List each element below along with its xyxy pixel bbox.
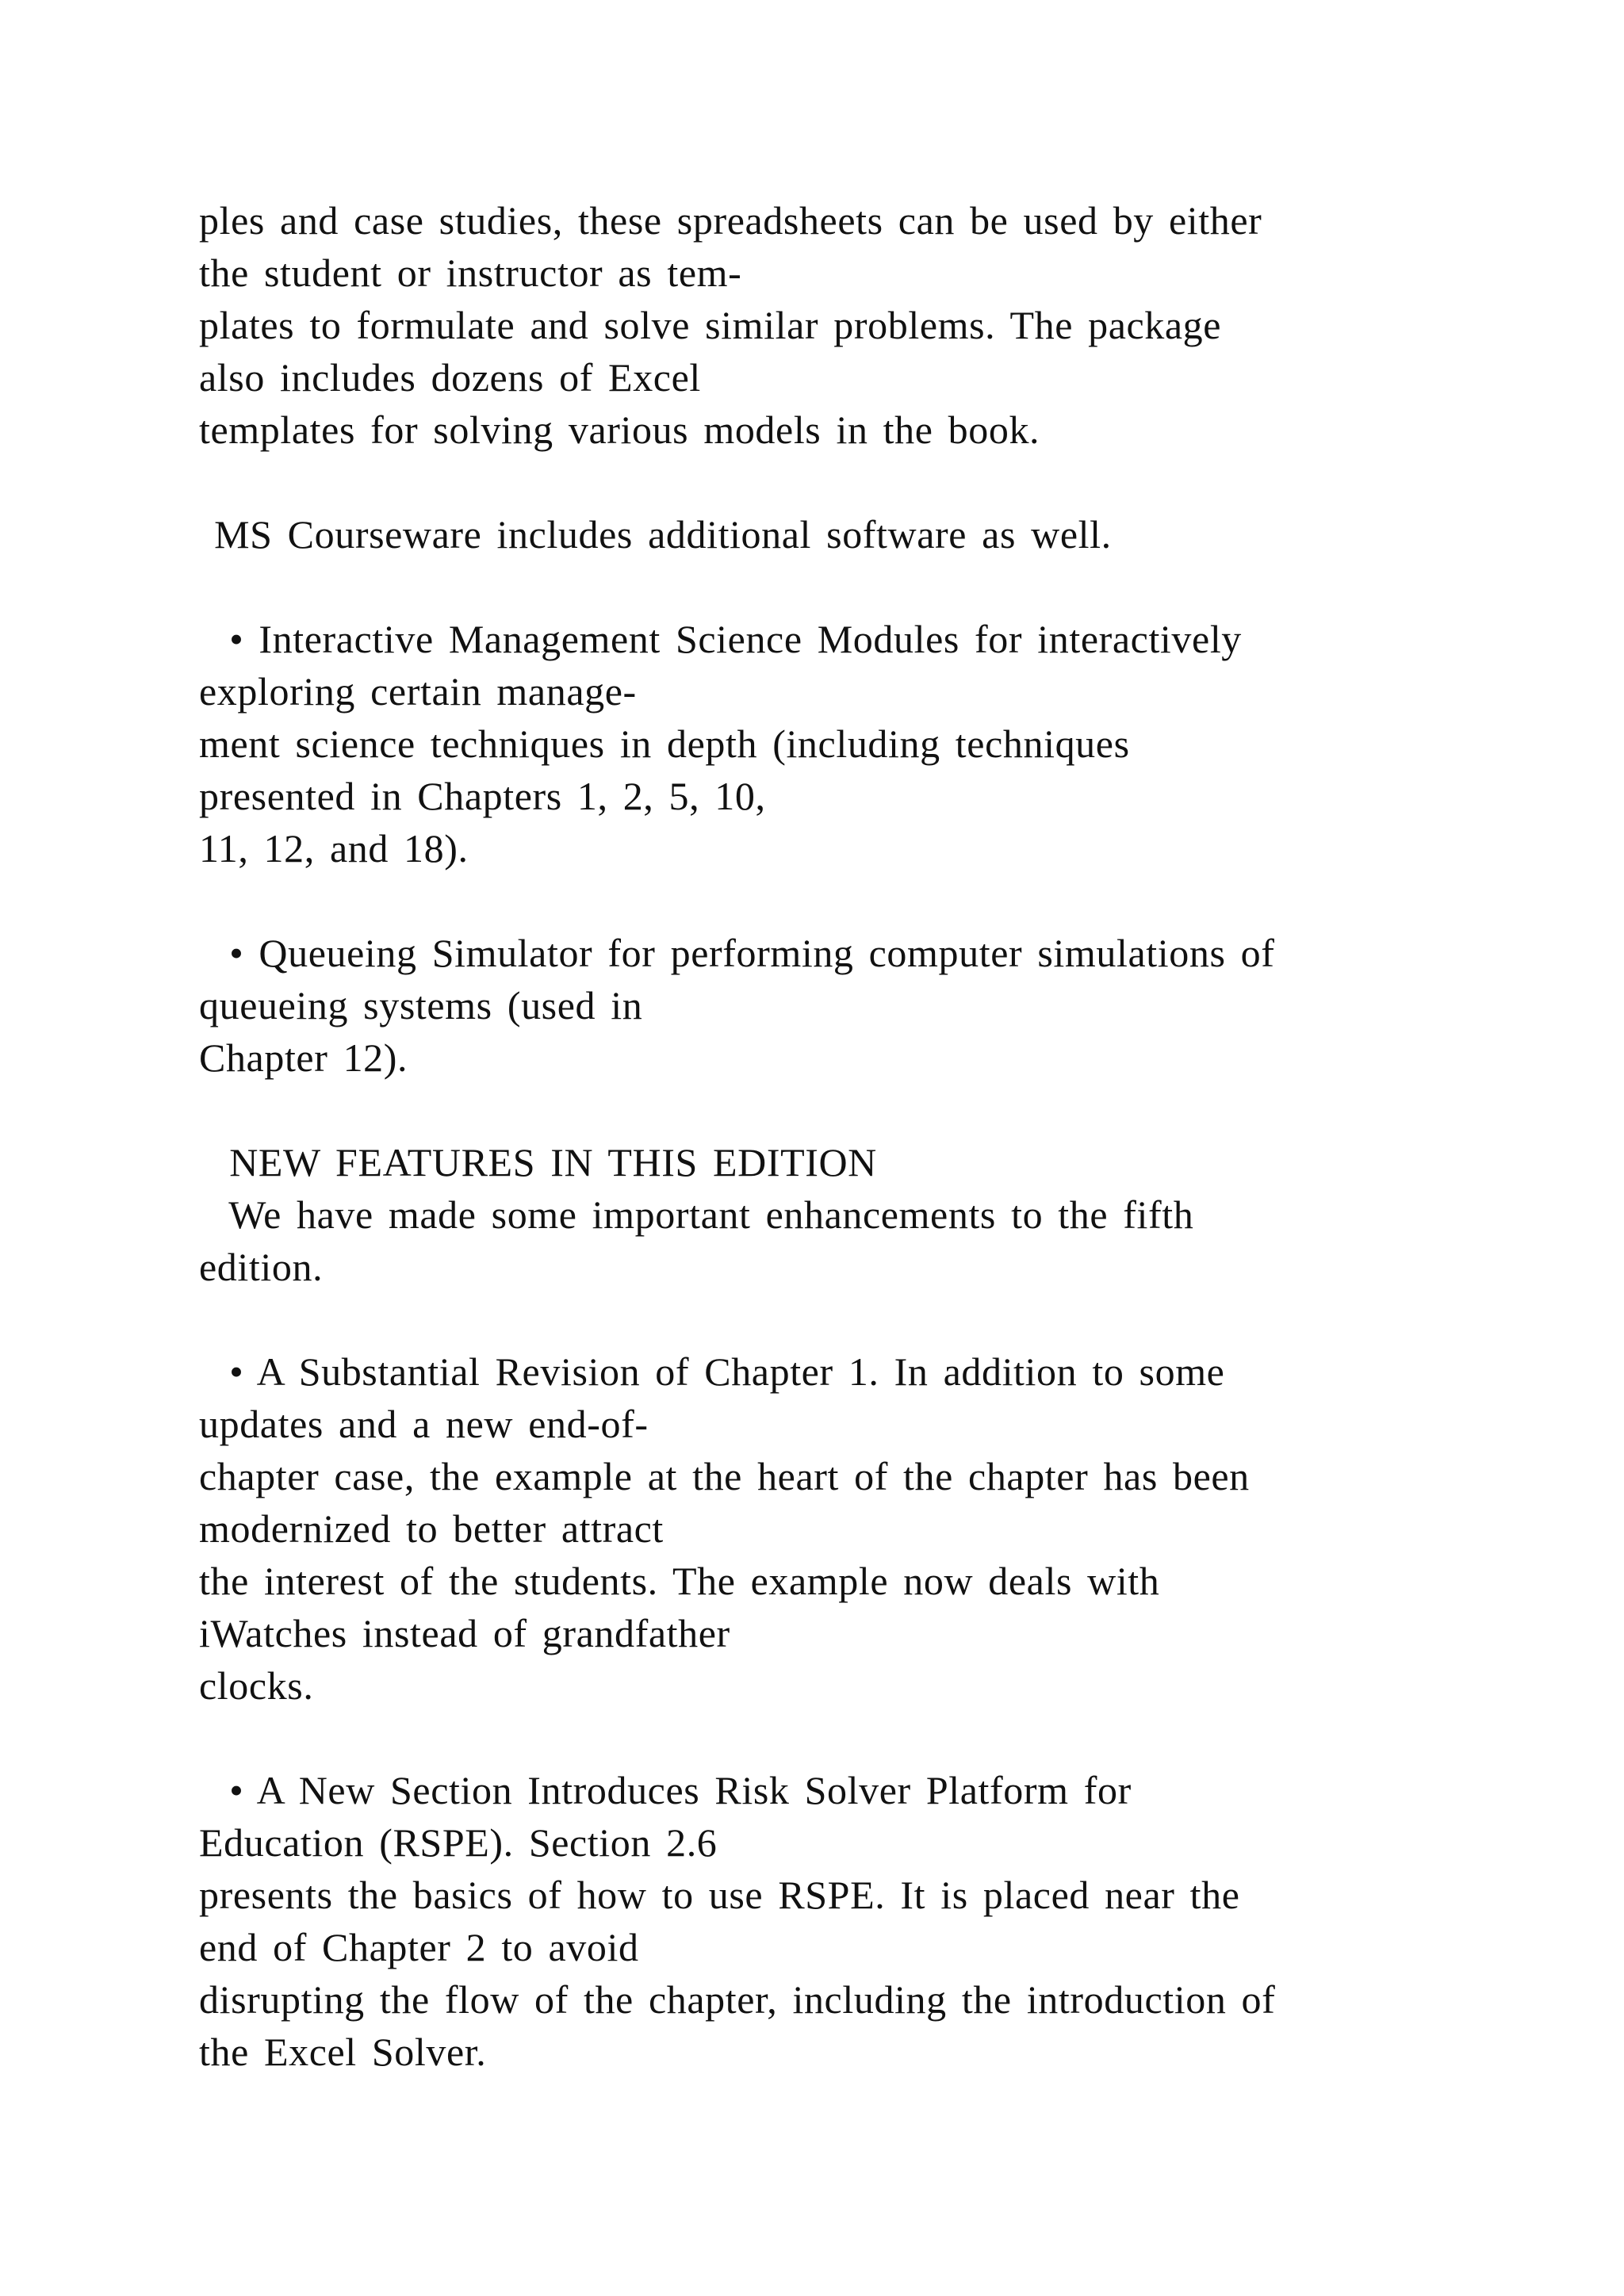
text-line: also includes dozens of Excel — [199, 355, 701, 400]
text-line: the student or instructor as tem- — [199, 251, 742, 295]
text-line: 11, 12, and 18). — [199, 826, 469, 871]
text-line: presented in Chapters 1, 2, 5, 10, — [199, 774, 766, 818]
text-line: templates for solving various models in the book. — [199, 408, 1040, 452]
text-line: modernized to better attract — [199, 1506, 664, 1551]
text-line: iWatches instead of grandfather — [199, 1611, 730, 1655]
text-line: edition. — [199, 1245, 324, 1289]
text-line: updates and a new end-of- — [199, 1402, 649, 1446]
text-line: ples and case studies, these spreadsheets can be used by either — [199, 198, 1262, 243]
text-line: clocks. — [199, 1663, 314, 1708]
text-line: We have made some important enhancements to the fifth — [199, 1192, 1194, 1237]
text-line: ment science techniques in depth (including techniques — [199, 721, 1130, 766]
text-line: exploring certain manage- — [199, 669, 637, 714]
text-line: presents the basics of how to use RSPE. It is placed near the — [199, 1873, 1240, 1917]
text-line: Education (RSPE). Section 2.6 — [199, 1820, 718, 1865]
bullet-item: • Queueing Simulator for performing computer simulations of — [199, 931, 1275, 975]
text-line: the Excel Solver. — [199, 2030, 487, 2074]
text-line: the interest of the students. The example now deals with — [199, 1559, 1160, 1603]
bullet-item: • Interactive Management Science Modules for interactively — [199, 617, 1242, 661]
bullet-item: • A New Section Introduces Risk Solver Platform for — [199, 1768, 1132, 1812]
text-line: queueing systems (used in — [199, 983, 643, 1027]
bullet-item: • A Substantial Revision of Chapter 1. In addition to some — [199, 1349, 1225, 1394]
text-line: plates to formulate and solve similar problems. The package — [199, 303, 1222, 347]
section-heading: NEW FEATURES IN THIS EDITION — [199, 1140, 877, 1184]
text-line: MS Courseware includes additional software as well. — [199, 512, 1112, 557]
text-line: chapter case, the example at the heart of the chapter has been — [199, 1454, 1250, 1498]
text-line: Chapter 12). — [199, 1035, 408, 1080]
text-line: disrupting the flow of the chapter, including the introduction of — [199, 1977, 1276, 2022]
text-line: end of Chapter 2 to avoid — [199, 1925, 639, 1969]
